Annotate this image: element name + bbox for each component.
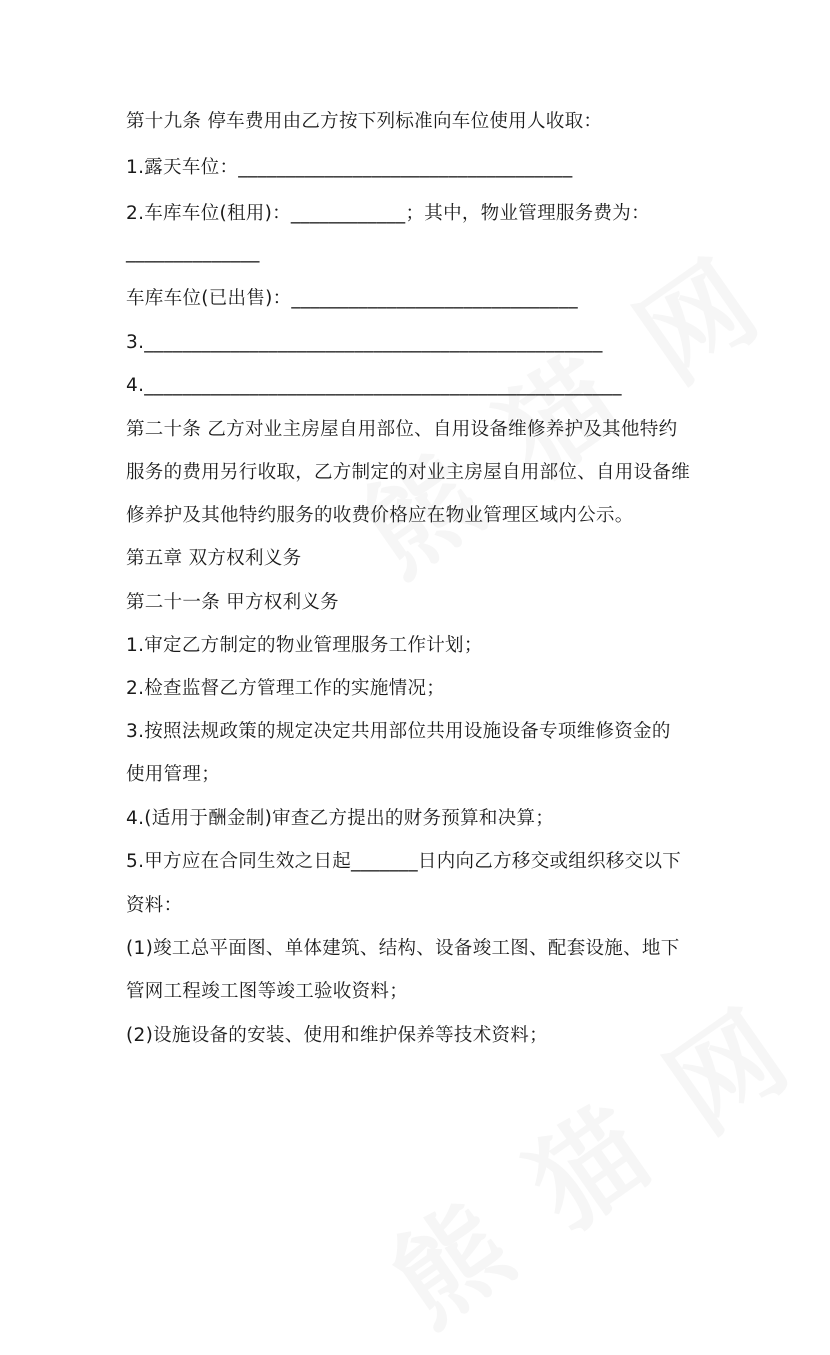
party-a-right-4: 4.(适用于酬金制)审查乙方提出的财务预算和决算； <box>126 808 555 829</box>
party-a-right-5-line-2: 资料： <box>126 895 183 916</box>
item-4-blank: 4.__________________________________________________ <box>126 375 622 396</box>
sold-garage-parking-fee: 车库车位(已出售)：______________________________ <box>126 288 578 309</box>
party-a-right-3-line-2: 使用管理； <box>126 764 221 785</box>
document-item-2: (2)设施设备的安装、使用和维护保养等技术资料； <box>126 1025 548 1046</box>
party-a-right-5-line-1: 5.甲方应在合同生效之日起_______日内向乙方移交或组织移交以下 <box>126 851 682 872</box>
document-item-1-line-1: (1)竣工总平面图、单体建筑、结构、设备竣工图、配套设施、地下 <box>126 938 680 959</box>
open-air-parking-fee: 1.露天车位：___________________________________ <box>126 157 573 178</box>
management-fee-blank: ______________ <box>126 242 260 263</box>
rented-garage-parking-fee: 2.车库车位(租用)：____________；其中，物业管理服务费为： <box>126 203 650 224</box>
item-3-blank: 3.________________________________________________ <box>126 332 603 353</box>
party-a-right-3-line-1: 3.按照法规政策的规定决定共用部位共用设施设备专项维修资金的 <box>126 721 671 742</box>
article-20-line-3: 修养护及其他特约服务的收费价格应在物业管理区域内公示。 <box>126 505 634 526</box>
watermark <box>356 963 821 1354</box>
party-a-right-2: 2.检查监督乙方管理工作的实施情况； <box>126 678 446 699</box>
watermark <box>326 213 791 604</box>
article-20-line-2: 服务的费用另行收取，乙方制定的对业主房屋自用部位、自用设备维 <box>126 462 691 483</box>
article-19-heading: 第十九条 停车费用由乙方按下列标准向车位使用人收取： <box>126 111 603 132</box>
document-item-1-line-2: 管网工程竣工图等竣工验收资料； <box>126 981 409 1002</box>
chapter-5-heading: 第五章 双方权利义务 <box>126 548 302 569</box>
article-20-line-1: 第二十条 乙方对业主房屋自用部位、自用设备维修养护及其他特约 <box>126 419 678 440</box>
article-21-heading: 第二十一条 甲方权利义务 <box>126 592 339 613</box>
party-a-right-1: 1.审定乙方制定的物业管理服务工作计划； <box>126 635 483 656</box>
